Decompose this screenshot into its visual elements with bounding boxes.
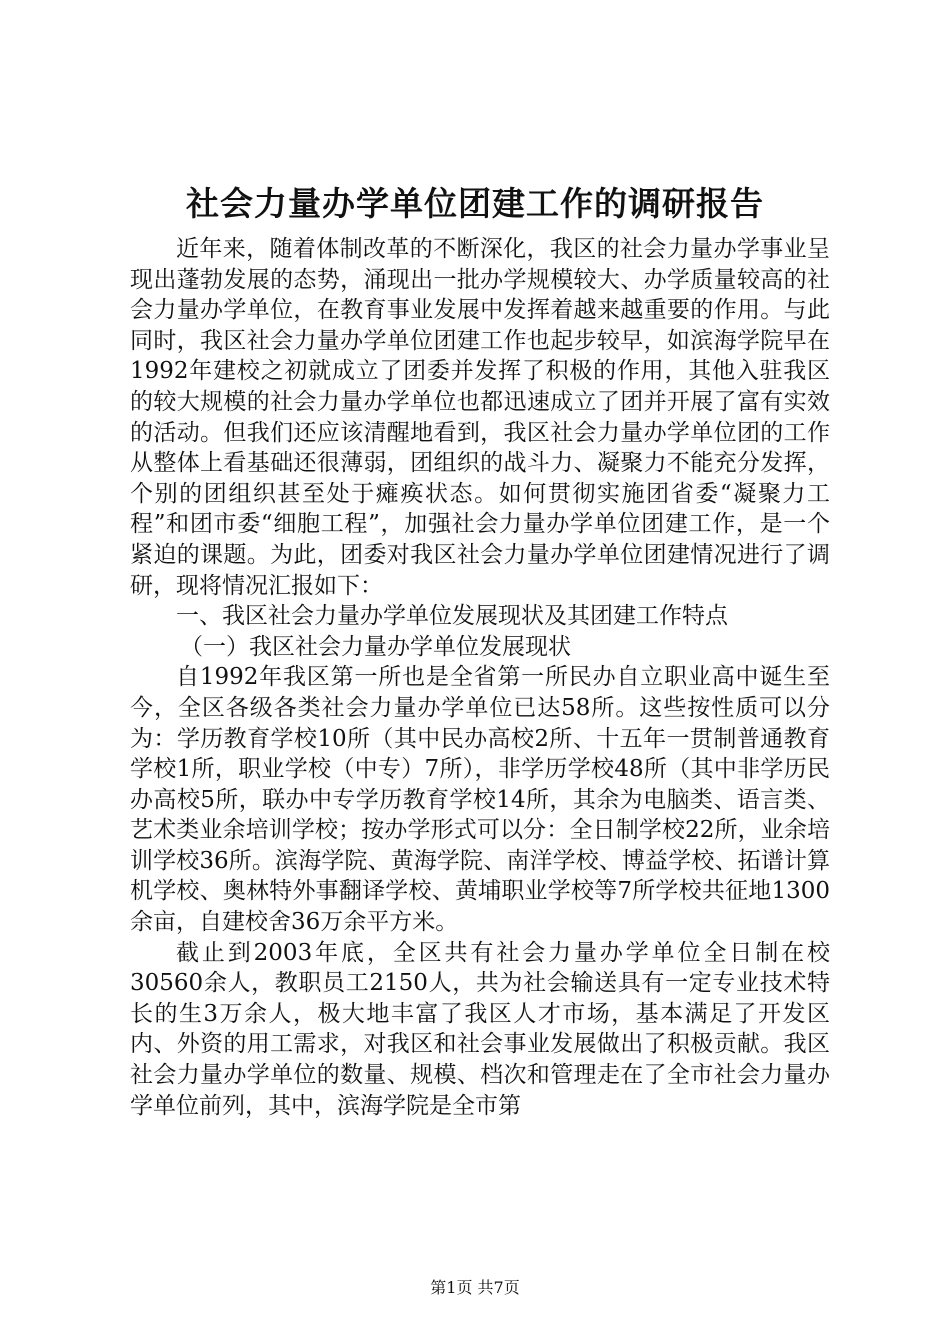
body-paragraph: 自1992年我区第一所也是全省第一所民办自立职业高中诞生至今，全区各级各类社会力量办学单位已达58所。这些按性质可以分为：学历教育学校10所（其中民办高校2所、十五年一贯制普通教育学校1所，职业学校（中专）7所），非学历学校48所（其中非学历民办高校5所，联办中专学历教育学校14所，其余为电脑类、语言类、艺术类业余培训学校；按办学形式可以分：全日制学校22所，业余培训学校36所。滨海学院、黄海学院、南洋学校、博益学校、拓谱计算机学校、奥林特外事翻译学校、黄埔职业学校等7所学校共征地1300余亩，自建校舍36万余平方米。 [130,664,830,936]
intro-paragraph: 近年来，随着体制改革的不断深化，我区的社会力量办学事业呈现出蓬勃发展的态势，涌现出一批办学规模较大、办学质量较高的社会力量办学单位，在教育事业发展中发挥着越来越重要的作用。与此同时，我区社会力量办学单位团建工作也起步较早，如滨海学院早在1992年建校之初就成立了团委并发挥了积极的作用，其他入驻我区的较大规模的社会力量办学单位也都迅速成立了团并开展了富有实效的活动。但我们还应该清醒地看到，我区社会力量办学单位团的工作从整体上看基础还很薄弱，团组织的战斗力、凝聚力不能充分发挥，个别的团组织甚至处于瘫痪状态。如何贯彻实施团省委“凝聚力工程”和团市委“细胞工程”，加强社会力量办学单位团建工作，是一个紧迫的课题。为此，团委对我区社会力量办学单位团建情况进行了调研，现将情况汇报如下： [130,236,830,599]
body-paragraph: 截止到2003年底，全区共有社会力量办学单位全日制在校30560余人，教职员工2150人，共为社会输送具有一定专业技术特长的生3万余人，极大地丰富了我区人才市场，基本满足了开发区内、外资的用工需求，对我区和社会事业发展做出了积极贡献。我区社会力量办学单位的数量、规模、档次和管理走在了全市社会力量办学单位前列，其中，滨海学院是全市第 [130,939,830,1119]
subsection-heading: （一）我区社会力量办学单位发展现状 [180,633,571,660]
document-body [130,234,830,1121]
section-heading: 一、我区社会力量办学单位发展现状及其团建工作特点 [176,603,728,630]
document-title: 社会力量办学单位团建工作的调研报告 [186,184,764,223]
page-footer: 第1页 共7页 [430,1278,520,1297]
